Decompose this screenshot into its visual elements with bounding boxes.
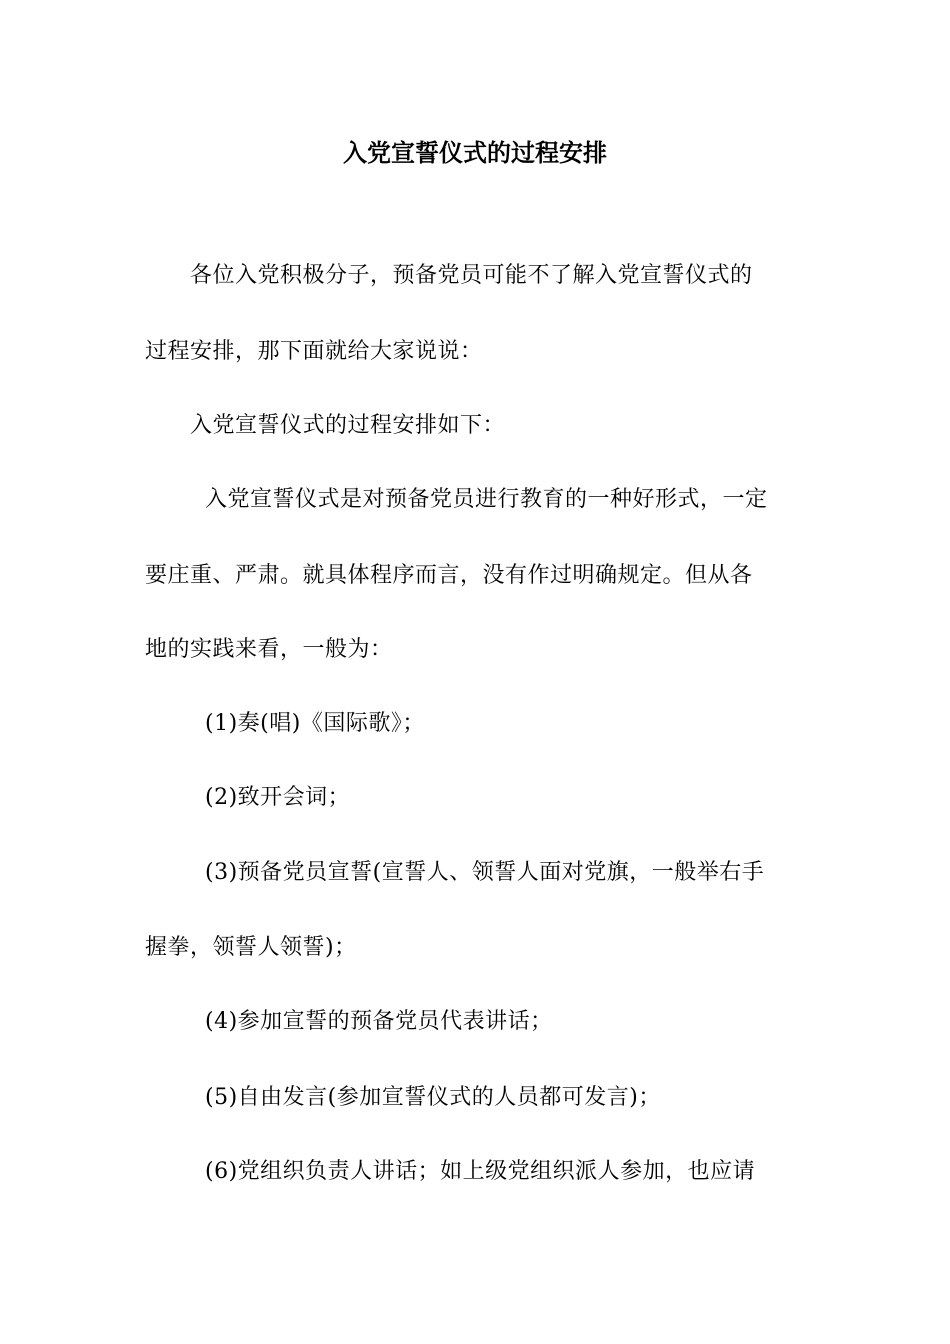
paragraph-line: 要庄重、严肃。就具体程序而言，没有作过明确规定。但从各 [145, 563, 753, 588]
list-item: (1)奏(唱)《国际歌》； [205, 711, 425, 736]
list-item: (4)参加宣誓的预备党员代表讲话； [205, 1009, 553, 1034]
list-item: (6)党组织负责人讲话；如上级党组织派人参加，也应请 [205, 1159, 756, 1184]
list-item: (3)预备党员宣誓(宣誓人、领誓人面对党旗，一般举右手 [205, 860, 765, 885]
paragraph-line: 各位入党积极分子，预备党员可能不了解入党宣誓仪式的 [190, 263, 753, 288]
list-item: (2)致开会词； [205, 785, 351, 810]
list-item-continuation: 握拳，领誓人领誓)； [145, 935, 357, 960]
paragraph-line: 过程安排，那下面就给大家说说： [145, 339, 483, 364]
paragraph-line: 入党宣誓仪式是对预备党员进行教育的一种好形式，一定 [205, 487, 768, 512]
document-title: 入党宣誓仪式的过程安排 [343, 139, 607, 167]
paragraph-line: 地的实践来看，一般为： [145, 637, 393, 662]
list-item: (5)自由发言(参加宣誓仪式的人员都可发言)； [205, 1085, 661, 1110]
paragraph-line: 入党宣誓仪式的过程安排如下： [190, 413, 506, 438]
